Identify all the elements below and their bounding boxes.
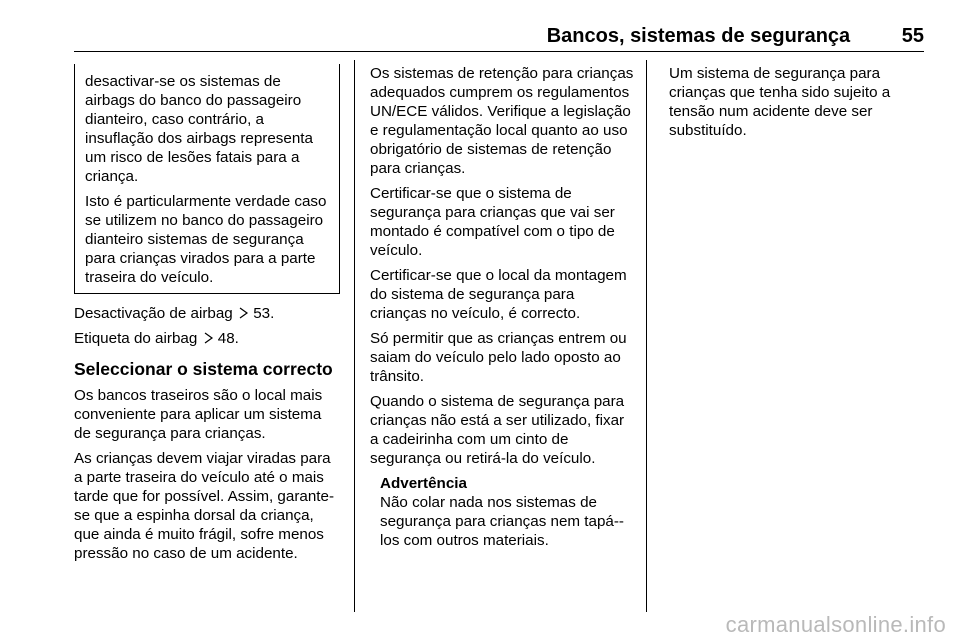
reference-text: Desactivação de airbag: [74, 305, 233, 322]
page-reference-arrow-icon: [237, 307, 249, 319]
paragraph-rear-facing: As crianças devem viajar viradas para a parte traseira do veículo até o mais tarde que for possível. Assim, garante-se que a espinha dorsal da criança, que ainda é muito frágil, sofre menos pressão no caso de um acidente.: [74, 450, 335, 562]
column-3: [669, 64, 927, 146]
column-2: [370, 64, 634, 556]
reference-page: 48.: [217, 330, 239, 347]
caution-text: Não colar nada nos sistemas de segurança para crianças nem tapá--los com outros materiais.: [380, 494, 624, 549]
column-divider-1: [354, 60, 355, 612]
warning-box-paragraph-1: desactivar-se os sistemas de airbags do banco do passageiro dianteiro, caso contrário, a insuflação dos airbags representa um risco de lesões fatais para a criança.: [85, 73, 313, 185]
reference-airbag-deactivation[interactable]: [74, 304, 340, 323]
caution-title: Advertência: [380, 475, 467, 492]
header-title: Bancos, sistemas de segurança: [546, 25, 851, 47]
paragraph-rear-seats: Os bancos traseiros são o local mais conveniente para aplicar um sistema de segurança para crianças.: [74, 387, 323, 442]
reference-airbag-label[interactable]: [74, 329, 340, 348]
caution-note: [370, 474, 634, 550]
warning-box: [74, 64, 340, 294]
column-1: [74, 64, 340, 569]
page-reference-arrow-icon: [202, 332, 214, 344]
paragraph-traffic-side: Só permitir que as crianças entrem ou saiam do veículo pelo lado oposto ao trânsito.: [370, 330, 627, 385]
page-number: 55: [901, 25, 924, 47]
paragraph-mounting-location: Certificar-se que o local da montagem do sistema de segurança para crianças no veículo, é correcto.: [370, 267, 627, 322]
paragraph-compatibility: Certificar-se que o sistema de segurança para crianças que vai ser montado é compatível com o tipo de veículo.: [370, 185, 615, 259]
header-rule: [74, 51, 924, 52]
reference-text: Etiqueta do airbag: [74, 330, 198, 347]
watermark: carmanualsonline.info: [725, 612, 946, 637]
column-divider-2: [646, 60, 647, 612]
warning-box-paragraph-2: Isto é particularmente verdade caso se utilizem no banco do passageiro dianteiro sistemas de segurança para crianças virados para a parte traseira do veículo.: [85, 193, 327, 286]
page-header: [547, 24, 924, 48]
paragraph-replace-after-accident: Um sistema de segurança para crianças que tenha sido sujeito a tensão num acidente deve ser substituído.: [669, 65, 891, 139]
reference-page: 53.: [253, 305, 275, 322]
section-heading: Seleccionar o sistema correcto: [74, 359, 333, 379]
paragraph-regulations: Os sistemas de retenção para crianças adequados cumprem os regulamentos UN/ECE válidos. Verifique a legislação e regulamentação local quanto ao uso obrigatório de sistemas de retenção para crianças.: [370, 65, 634, 177]
paragraph-unused-seat: Quando o sistema de segurança para crianças não está a ser utilizado, fixar a cadeirinha com um cinto de segurança ou retirá-la do veículo.: [370, 393, 625, 467]
